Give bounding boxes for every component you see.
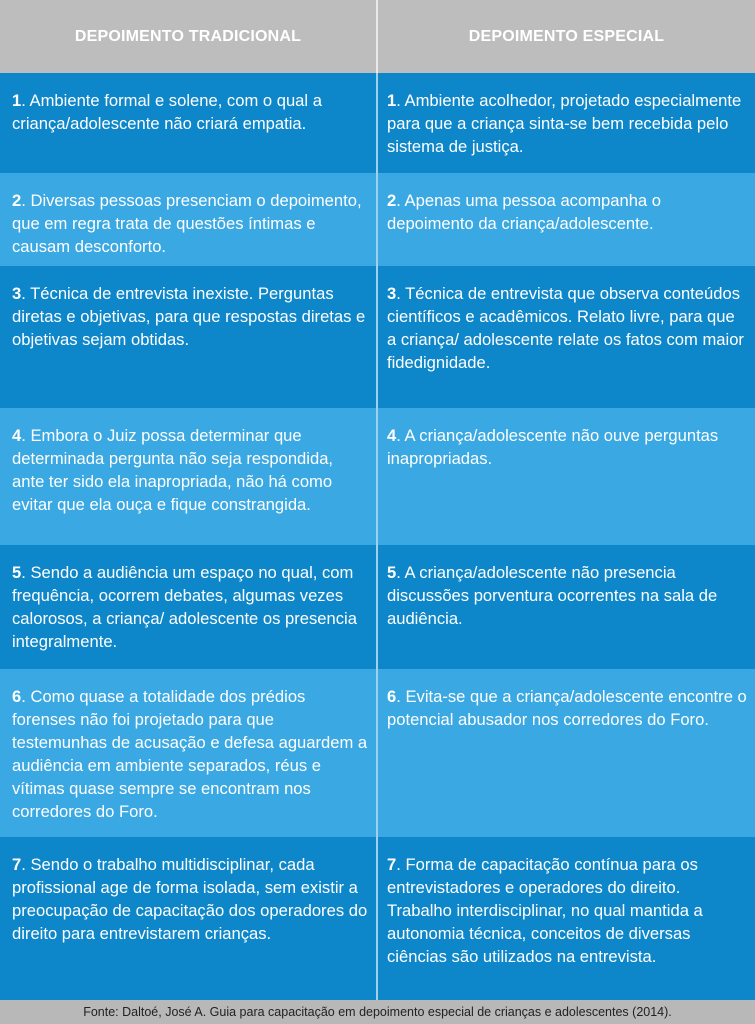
table-row [0, 73, 755, 173]
cell-traditional: 2. Diversas pessoas presenciam o depoimento, que em regra trata de questões íntimas e causam desconforto. [12, 191, 362, 256]
header-col-traditional: DEPOIMENTO TRADICIONAL [74, 27, 302, 45]
table-row [0, 837, 755, 1000]
cell-special: 6. Evita-se que a criança/adolescente encontre o potencial abusador nos corredores do Foro. [387, 687, 747, 729]
cell-special: 4. A criança/adolescente não ouve perguntas inapropriadas. [387, 426, 719, 468]
cell-traditional: 5. Sendo a audiência um espaço no qual, com frequência, ocorrem debates, algumas vezes calorosos, a criança/ adolescente os presencia integralmente. [12, 563, 357, 651]
cell-special: 1. Ambiente acolhedor, projetado especialmente para que a criança sinta-se bem recebida pelo sistema de justiça. [387, 91, 742, 156]
cell-special: 3. Técnica de entrevista que observa conteúdos científicos e acadêmicos. Relato livre, para que a criança/ adolescente relate os fatos com maior fidedignidade. [387, 284, 744, 372]
source-footnote: Fonte: Daltoé, José A. Guia para capacitação em depoimento especial de crianças e adolescentes (2014). [0, 1000, 755, 1024]
cell-traditional: 1. Ambiente formal e solene, com o qual a criança/adolescente não criará empatia. [12, 91, 322, 133]
cell-traditional: 4. Embora o Juiz possa determinar que determinada pergunta não seja respondida, ante ter sido ela inapropriada, não há como evitar que ela ouça e fique constrangida. [12, 426, 334, 514]
cell-special: 2. Apenas uma pessoa acompanha o depoimento da criança/adolescente. [387, 191, 661, 233]
table-row [0, 669, 755, 837]
cell-traditional: 3. Técnica de entrevista inexiste. Perguntas diretas e objetivas, para que respostas diretas e objetivas sejam obtidas. [12, 284, 366, 349]
table-row [0, 173, 755, 266]
cell-traditional: 7. Sendo o trabalho multidisciplinar, cada profissional age de forma isolada, sem existir a preocupação de capacitação dos operadores do direito para entrevistarem crianças. [12, 855, 368, 943]
table-row [0, 545, 755, 669]
cell-special: 5. A criança/adolescente não presencia discussões porventura ocorrentes na sala de audiência. [387, 563, 718, 628]
cell-traditional: 6. Como quase a totalidade dos prédios forenses não foi projetado para que testemunhas de acusação e defesa aguardem a audiência em ambiente separados, réus e vítimas quase sempre se encontram nos corredores do Foro. [12, 687, 368, 821]
header-col-special: DEPOIMENTO ESPECIAL [468, 27, 665, 45]
table-header [0, 0, 755, 73]
table-row [0, 408, 755, 545]
cell-special: 7. Forma de capacitação contínua para os entrevistadores e operadores do direito. Trabalho interdisciplinar, no qual mantida a autonomia técnica, conceitos de diversas ciências são utilizados na entrevista. [387, 855, 703, 966]
table-row [0, 266, 755, 408]
